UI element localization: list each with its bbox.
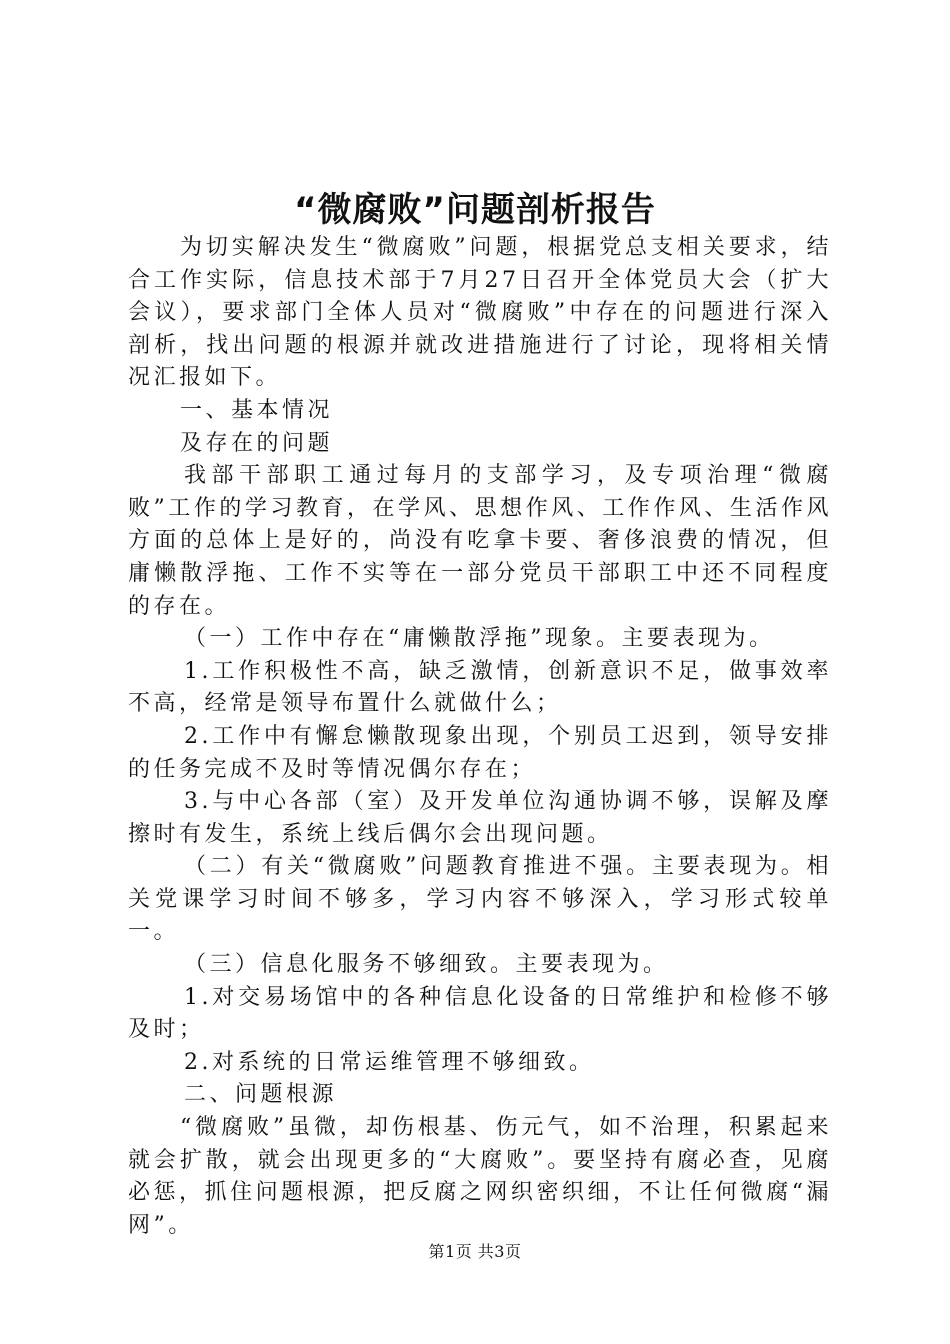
- list-item-1-2: 2.工作中有懈怠懒散现象出现，个别员工迟到，领导安排的任务完成不及时等情况偶尔存在；: [128, 723, 832, 782]
- heading-basic-situation: 一、基本情况: [180, 397, 334, 423]
- list-item-3-1: 1.对交易场馆中的各种信息化设备的日常维护和检修不够及时；: [128, 984, 832, 1043]
- subheading-issue-2: （二）有关“微腐败”问题教育推进不强。主要表现为。相关党课学习时间不够多，学习内容不够深入，学习形式较单一。: [128, 854, 832, 945]
- paragraph-root-cause: “微腐败”虽微，却伤根基、伤元气，如不治理，积累起来就会扩散，就会出现更多的“大腐败”。要坚持有腐必查，见腐必惩，抓住问题根源，把反腐之网织密织细，不让任何微腐“漏网”。: [128, 1115, 832, 1238]
- heading-root-cause: 二、问题根源: [184, 1082, 338, 1108]
- paragraph-intro: 为切实解决发生“微腐败”问题，根据党总支相关要求，结合工作实际，信息技术部于7月27日召开全体党员大会（扩大会议），要求部门全体人员对“微腐败”中存在的问题进行深入剖析，找出问题的根源并就改进措施进行了讨论，现将相关情况汇报如下。: [128, 235, 832, 391]
- subheading-issue-3: （三）信息化服务不够细致。主要表现为。: [184, 952, 669, 978]
- list-item-1-1: 1.工作积极性不高，缺乏激情，创新意识不足，做事效率不高，经常是领导布置什么就做什么；: [128, 658, 832, 717]
- list-item-3-2: 2.对系统的日常运维管理不够细致。: [184, 1049, 595, 1075]
- page-footer: 第1页 共3页: [428, 1242, 522, 1261]
- document-title: “微腐败”问题剖析报告: [294, 190, 656, 230]
- subheading-issue-1: （一）工作中存在“庸懒散浮拖”现象。主要表现为。: [184, 626, 775, 652]
- heading-existing-problems: 及存在的问题: [180, 430, 334, 456]
- list-item-1-3: 3.与中心各部（室）及开发单位沟通协调不够，误解及摩擦时有发生，系统上线后偶尔会出现问题。: [128, 789, 832, 847]
- paragraph-overview: 我部干部职工通过每月的支部学习，及专项治理“微腐败”工作的学习教育，在学风、思想作风、工作作风、生活作风方面的总体上是好的，尚没有吃拿卡要、奢侈浪费的情况，但庸懒散浮拖、工作不实等在一部分党员干部职工中还不同程度的存在。: [128, 463, 832, 619]
- document-body: [128, 232, 832, 1242]
